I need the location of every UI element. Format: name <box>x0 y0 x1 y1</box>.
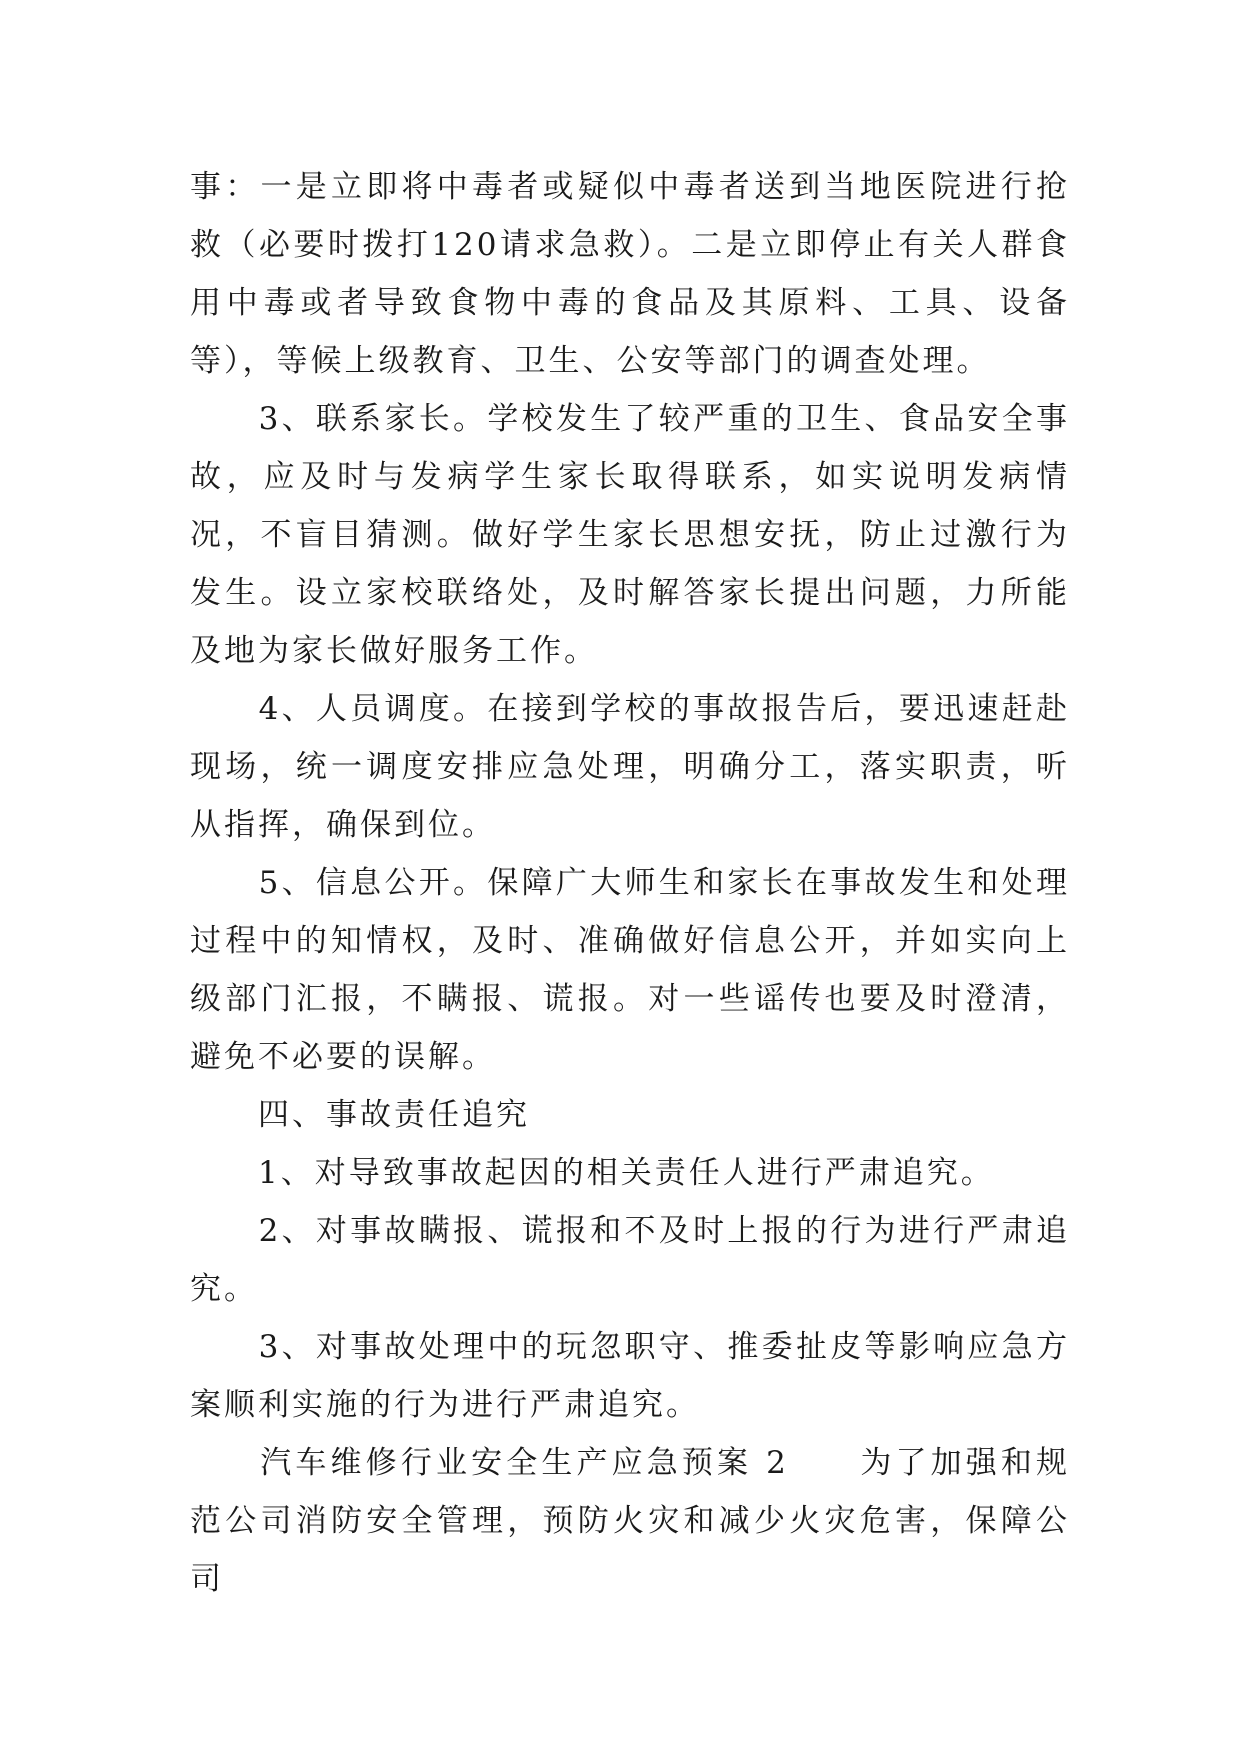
section-heading-accountability: 四、事故责任追究 <box>190 1097 530 1133</box>
paragraph-accountability-3: 3、对事故处理中的玩忽职守、推委扯皮等影响应急方案顺利实施的行为进行严肃追究。 <box>190 1329 1070 1423</box>
paragraph-plan-2-intro: 汽车维修行业安全生产应急预案 2 为了加强和规范公司消防安全管理，预防火灾和减少火灾危害，保障公司 <box>190 1445 1070 1597</box>
paragraph-staff-dispatch: 4、人员调度。在接到学校的事故报告后，要迅速赶赴现场，统一调度安排应急处理，明确分工，落实职责，听从指挥，确保到位。 <box>190 691 1070 843</box>
paragraph-accountability-1: 1、对导致事故起因的相关责任人进行严肃追究。 <box>190 1155 995 1191</box>
paragraph-information-disclosure: 5、信息公开。保障广大师生和家长在事故发生和处理过程中的知情权，及时、准确做好信息公开，并如实向上级部门汇报，不瞒报、谎报。对一些谣传也要及时澄清，避免不必要的误解。 <box>190 865 1070 1075</box>
paragraph-contact-parents: 3、联系家长。学校发生了较严重的卫生、食品安全事故，应及时与发病学生家长取得联系，如实说明发病情况，不盲目猜测。做好学生家长思想安抚，防止过激行为发生。设立家校联络处，及时解答家长提出问题，力所能及地为家长做好服务工作。 <box>190 401 1070 669</box>
document-body <box>190 158 1070 1608</box>
paragraph-emergency-steps: 事：一是立即将中毒者或疑似中毒者送到当地医院进行抢救（必要时拨打120请求急救）。二是立即停止有关人群食用中毒或者导致食物中毒的食品及其原料、工具、设备等），等候上级教育、卫生、公安等部门的调查处理。 <box>190 169 1070 379</box>
paragraph-accountability-2: 2、对事故瞒报、谎报和不及时上报的行为进行严肃追究。 <box>190 1213 1070 1307</box>
